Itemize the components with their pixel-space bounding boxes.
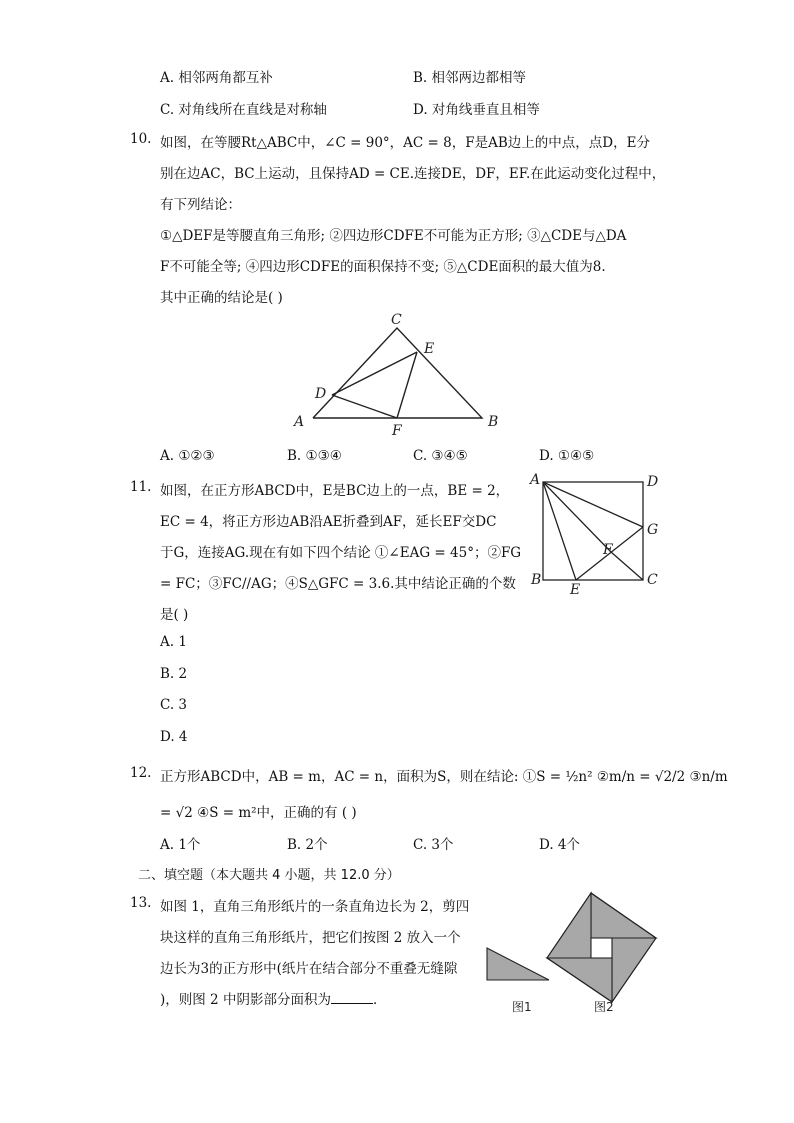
q11-line-4: = FC；③FC//AG；④S△GFC = 3.6.其中结论正确的个数 xyxy=(160,576,516,592)
q10-line-5: F不可能全等; ④四边形CDFE的面积保持不变; ⑤△CDE面积的最大值为8. xyxy=(160,259,606,275)
q10-option-d: D. ①④⑤ xyxy=(539,448,595,464)
q9-option-a: A. 相邻两角都互补 xyxy=(160,70,273,86)
q11-line-3: 于G，连接AG.现在有如下四个结论 ①∠EAG = 45°；②FG xyxy=(160,545,522,561)
segment-fc xyxy=(611,552,643,580)
q10-option-a: A. ①②③ xyxy=(160,448,215,464)
q13-line-2: 块这样的直角三角形纸片，把它们按图 2 放入一个 xyxy=(160,930,461,946)
label-e: E xyxy=(570,582,581,598)
q13-number: 13. xyxy=(130,895,152,911)
segment-ag xyxy=(543,482,643,527)
label-f: F xyxy=(603,542,613,558)
q11-line-5: 是( ) xyxy=(160,607,189,623)
fig2-inner-square xyxy=(591,938,612,958)
q12-option-a: A. 1个 xyxy=(160,837,201,853)
q11-option-d: D. 4 xyxy=(160,729,188,745)
q13-figures xyxy=(480,888,670,1023)
q13-line-4-text: )，则图 2 中阴影部分面积为 xyxy=(160,992,331,1008)
q13-line-3: 边长为3的正方形中(纸片在结合部分不重叠无缝隙 xyxy=(160,961,458,977)
q9-option-d: D. 对角线垂直且相等 xyxy=(413,102,540,118)
q10-line-6: 其中正确的结论是( ) xyxy=(160,290,283,306)
q9-option-b: B. 相邻两边都相等 xyxy=(413,70,527,86)
label-c: C xyxy=(391,312,402,328)
fig1-triangle xyxy=(487,948,549,980)
segment-df xyxy=(332,395,397,418)
segment-ef xyxy=(397,352,417,418)
q11-option-a: A. 1 xyxy=(160,634,187,650)
q10-option-b: B. ①③④ xyxy=(287,448,342,464)
fig1-caption: 图1 xyxy=(512,1000,532,1014)
label-a: A xyxy=(530,472,541,488)
q13-line-4 xyxy=(160,988,386,1008)
q13-line-1: 如图 1，直角三角形纸片的一条直角边长为 2，剪四 xyxy=(160,899,470,915)
q12-line-2: = √2 ④S = m²中，正确的有 ( ) xyxy=(160,805,357,821)
segment-ae xyxy=(543,482,576,580)
q11-line-2: EC = 4，将正方形边AB沿AE折叠到AF，延长EF交DC xyxy=(160,514,497,530)
q10-line-3: 有下列结论： xyxy=(160,197,241,213)
q12-number: 12. xyxy=(130,765,152,781)
q12-option-d: D. 4个 xyxy=(539,837,581,853)
label-f: F xyxy=(392,423,402,439)
label-e: E xyxy=(424,341,435,357)
section-title: 二、填空题（本大题共 4 小题，共 12.0 分） xyxy=(138,868,400,883)
q12-option-b: B. 2个 xyxy=(287,837,328,853)
label-b: B xyxy=(531,572,542,588)
q11-line-1: 如图，在正方形ABCD中，E是BC边上的一点，BE = 2， xyxy=(160,483,510,499)
label-g: G xyxy=(647,522,659,538)
q10-line-1: 如图，在等腰Rt△ABC中，∠C = 90°，AC = 8，F是AB边上的中点，点D，E分 xyxy=(160,135,650,151)
q12-line-1: 正方形ABCD中，AB = m，AC = n，面积为S，则在结论: ①S = ½n² ②m/n = √2/2 ③n/m xyxy=(160,769,728,785)
fig2-caption: 图2 xyxy=(594,1000,614,1014)
q11-number: 11. xyxy=(130,479,152,495)
q10-option-c: C. ③④⑤ xyxy=(413,448,468,464)
q13-line-4-end: ． xyxy=(372,992,387,1008)
q12-option-c: C. 3个 xyxy=(413,837,454,853)
q9-option-c: C. 对角线所在直线是对称轴 xyxy=(160,102,327,118)
label-b: B xyxy=(488,414,499,430)
q11-option-c: C. 3 xyxy=(160,697,188,713)
label-c: C xyxy=(647,572,658,588)
label-d: D xyxy=(315,386,327,402)
q10-line-2: 别在边AC，BC上运动，且保持AD = CE.连接DE，DF，EF.在此运动变化过程中， xyxy=(160,166,666,182)
triangle-abc xyxy=(313,328,482,418)
q10-number: 10. xyxy=(130,131,152,147)
label-d: D xyxy=(647,474,659,490)
segment-af xyxy=(543,482,611,552)
segment-de xyxy=(332,352,417,395)
q10-line-4: ①△DEF是等腰直角三角形; ②四边形CDFE不可能为正方形; ③△CDE与△DA xyxy=(160,228,627,244)
answer-blank[interactable] xyxy=(331,991,373,1004)
q11-option-b: B. 2 xyxy=(160,666,188,682)
q11-square-figure xyxy=(527,470,667,598)
label-a: A xyxy=(294,414,305,430)
q10-triangle-figure xyxy=(285,310,505,440)
